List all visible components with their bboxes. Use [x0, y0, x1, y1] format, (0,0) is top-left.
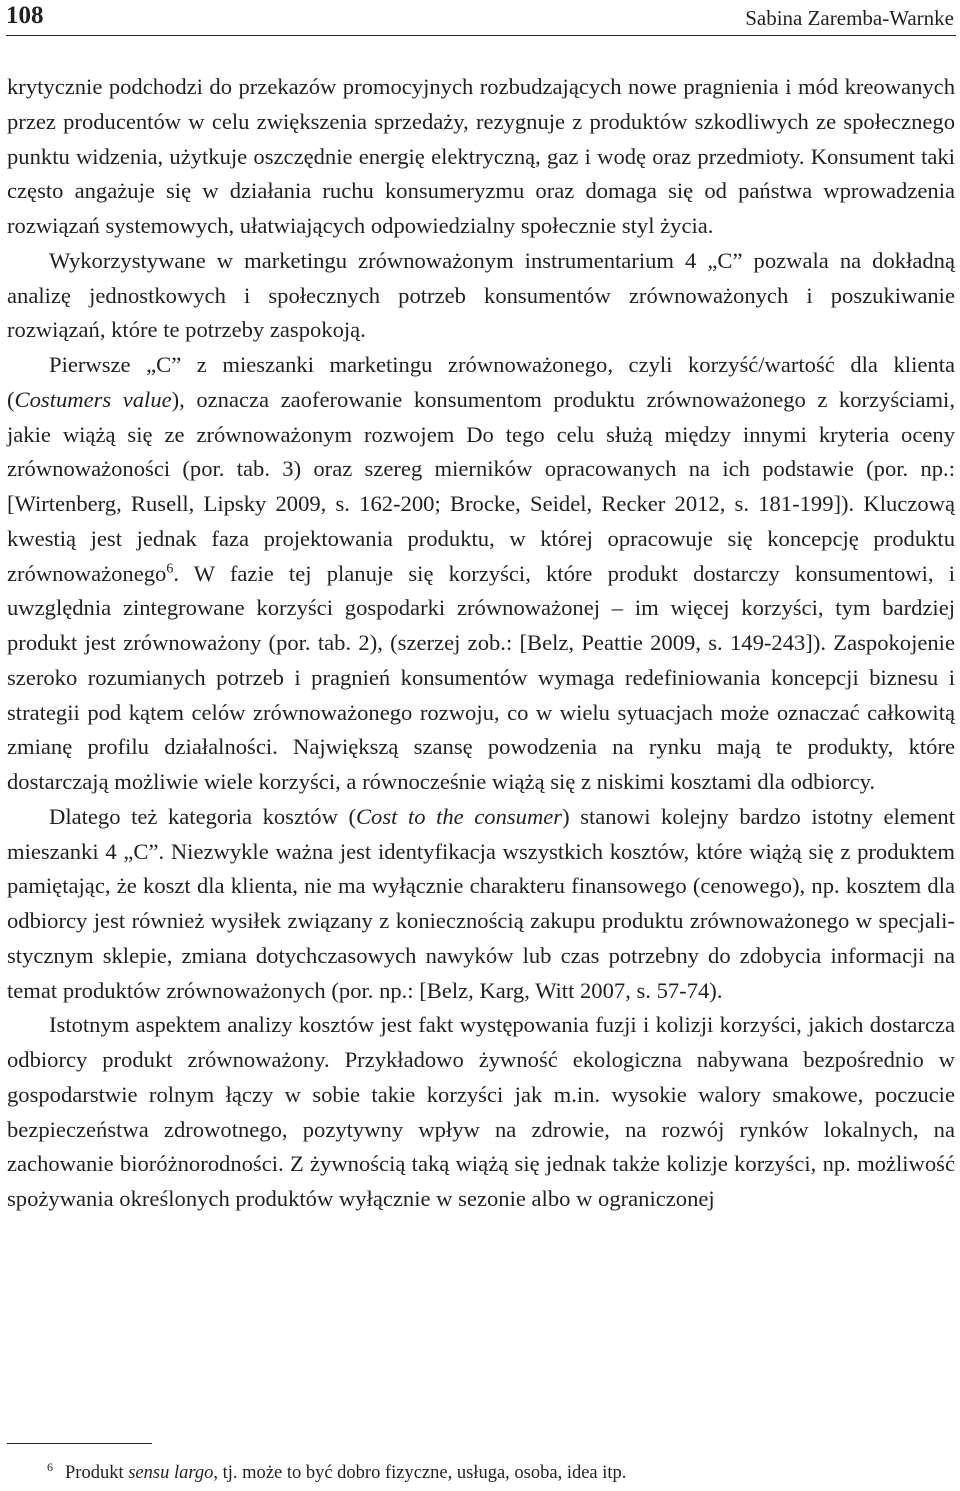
main-body-text: [7, 70, 955, 1217]
text-run: Pierwsze „C” z mieszanki marketingu zrównoważonego, czyli korzyść/wartość dla klienta (: [7, 352, 955, 412]
italic-term: sensu largo: [128, 1463, 214, 1483]
footnote: [7, 1461, 955, 1485]
text-run: Dlatego też kategoria kosztów (: [49, 803, 356, 829]
paragraph-p5: [7, 1008, 955, 1217]
page-number: 108: [6, 2, 44, 29]
footnote-mark: 6: [47, 1459, 53, 1474]
page-header: [6, 0, 956, 36]
footnote-divider: [7, 1443, 152, 1444]
text-run: Istotnym aspektem analizy kosztów jest fakt występowania fuzji i kolizji korzyści, jakich dostarcza odbiorcy produkt zrównoważony. Przykładowo żywność ekologiczna nabywana bezpośrednio w gospodarstwie rolnym łączy w sobie takie korzyści jak m.in. wysokie walory smakowe, poczucie bezpieczeństwa zdrowotnego, pozytywny wpływ na zdrowie, na rozwój rynków lokalnych, na zachowanie bioróżnorodności. Z żywnością taką wiążą się jednak także kolizje korzyści, np. możliwość spożywania określonych produktów wyłącznie w sezonie albo w ograniczonej: [7, 1012, 955, 1211]
italic-term: Cost to the consumer: [355, 803, 563, 829]
paragraph-p1: [7, 70, 955, 244]
paragraph-p4: [7, 800, 955, 1009]
italic-term: Costumers value: [14, 386, 172, 412]
text-run: ), oznacza zaoferowanie konsumentom produktu zrównoważonego z korzyściami, jakie wiążą się ze zrównoważonym rozwojem Do tego celu służą między innymi kryteria oceny zrównoważoności (por. tab. 3) oraz szereg mierników opracowanych na ich podstawie (por. np.: [Wirtenberg, Rusell, Lipsky 2009, s. 162-200; Brocke, Seidel, Recker 2012, s. 181-199]). Kluczową kwestią jest jednak faza projektowania produktu, w której opracowuje się koncepcję produktu zrównoważonego: [7, 386, 955, 586]
running-head-author: Sabina Zaremba-Warnke: [745, 6, 954, 30]
paragraph-p3: [7, 348, 955, 800]
paragraph-p2: [7, 244, 955, 348]
text-run: Wykorzystywane w marketingu zrównoważonym instrumentarium 4 „C” pozwala na dokładną analizę jednostkowych i społecznych potrzeb konsumentów zrównoważonych i poszukiwanie rozwiązań, które te potrzeby zaspokoją.: [7, 247, 955, 343]
text-run: . W fazie tej planuje się korzyści, które produkt dostarczy konsumentowi, i uwzględnia zintegrowane korzyści gospodarki zrównoważonej – im więcej korzyści, tym bardziej produkt jest zrównoważony (por. tab. 2), (szerzej zob.: [Belz, Peattie 2009, s. 149-243]). Zaspokojenie szeroko rozumianych potrzeb i pragnień konsumentów wymaga redefiniowania koncepcji biznesu i strategii pod kątem celów zrównoważonego rozwoju, co w wielu sytuacjach może oznaczać całkowitą zmianę profilu działalności. Największą szansę powodzenia na rynku mają te produkty, które dostarczają możliwie wiele korzyści, a równocześnie wiążą się z niskimi kosztami dla odbiorcy.: [7, 560, 955, 794]
footnote-reference: 6: [166, 560, 174, 576]
text-run: , tj. może to być dobro fizyczne, usługa, osoba, idea itp.: [213, 1463, 627, 1483]
text-run: krytycznie podchodzi do przekazów promocyjnych rozbudzających nowe pragnienia i mód kreowanych przez producentów w celu zwiększenia sprzedaży, rezygnuje z produktów szkodliwych ze społecznego punktu widzenia, użytkuje oszczędnie energię elektryczną, gaz i wodę oraz przedmioty. Konsument taki często angażuje się w działania ruchu konsumeryzmu oraz domaga się od państwa wprowadzenia rozwiązań systemowych, ułatwiających odpowiedzialny społecznie styl życia.: [7, 74, 955, 238]
text-run: Produkt: [65, 1463, 129, 1483]
text-run: ) stanowi kolejny bardzo istotny element mieszanki 4 „C”. Niezwykle ważna jest identyfikacja wszystkich kosztów, które wiążą się z produktem pamiętając, że koszt dla klienta, nie ma wyłącznie charakteru finansowego (cenowego), np. kosztem dla odbiorcy jest również wysiłek związany z koniecznością zakupu produktu zrównoważonego w specjalistycznym sklepie, zmiana dotychczasowych nawyków lub czas potrzebny do zdobycia informacji na temat produktów zrównoważonych (por. np.: [Belz, Karg, Witt 2007, s. 57-74).: [7, 803, 955, 1003]
